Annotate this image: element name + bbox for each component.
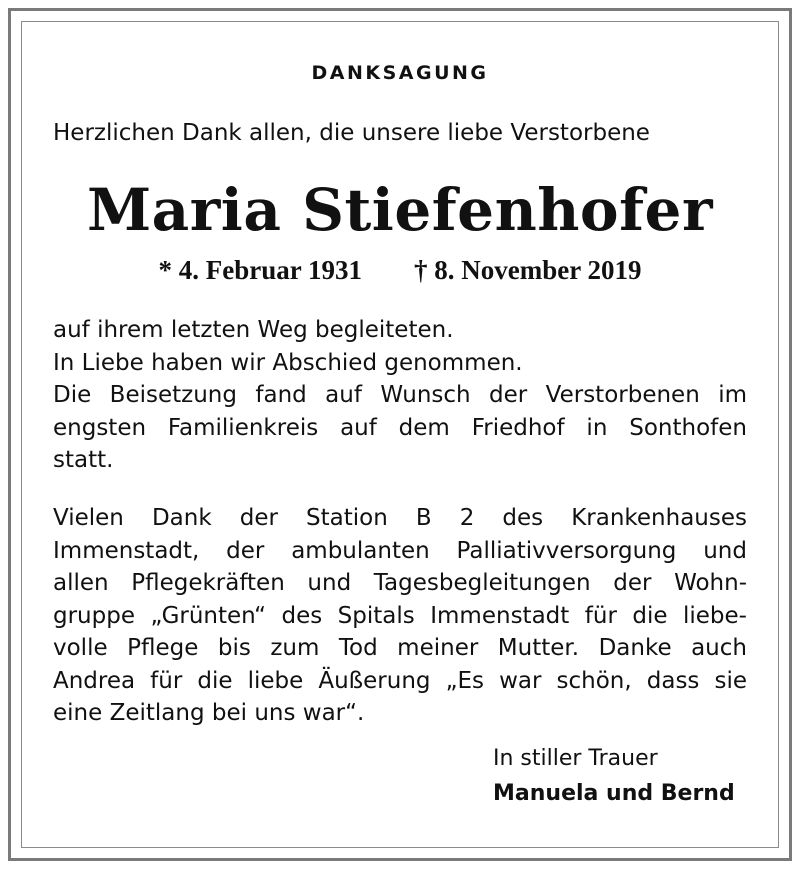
- paragraph-2-line: volle Pflege bis zum Tod meiner Mutter. Danke auch: [53, 635, 747, 661]
- death-date: † 8. November 2019: [414, 255, 642, 285]
- paragraph-2-line: Immenstadt, der ambulanten Palliativversorgung und: [53, 537, 747, 564]
- paragraph-1-line: Die Beisetzung fand auf Wunsch der Verstorbenen im: [53, 382, 747, 408]
- paragraph-2-line: allen Pflegekräften und Tagesbegleitungen der Wohn-: [53, 570, 747, 596]
- deceased-name: Maria Stiefenhofer: [86, 176, 714, 244]
- birth-date: * 4. Februar 1931: [158, 255, 362, 285]
- paragraph-2-line: Vielen Dank der Station B 2 des Krankenhauses: [53, 505, 747, 531]
- heading: DANKSAGUNG: [311, 62, 489, 84]
- paragraph-2-line: eine Zeitlang bei uns war“.: [53, 700, 365, 726]
- paragraph-1-line: In Liebe haben wir Abschied genommen.: [53, 349, 523, 376]
- paragraph-1-line: statt.: [53, 447, 114, 473]
- signature: Manuela und Bernd: [493, 781, 735, 806]
- paragraph-2-line: gruppe „Grünten“ des Spitals Immenstadt für die liebe-: [53, 602, 747, 629]
- paragraph-1: [53, 314, 747, 477]
- paragraph-2: [53, 502, 747, 730]
- closing-line: In stiller Trauer: [493, 746, 658, 771]
- life-dates: [0, 255, 800, 286]
- intro-line: Herzlichen Dank allen, die unsere liebe Verstorbene: [53, 120, 650, 146]
- paragraph-1-line: auf ihrem letzten Weg begleiteten.: [53, 317, 454, 343]
- paragraph-1-line: engsten Familienkreis auf dem Friedhof in Sonthofen: [53, 414, 747, 441]
- paragraph-2-line: Andrea für die liebe Äußerung „Es war schön, dass sie: [53, 667, 747, 694]
